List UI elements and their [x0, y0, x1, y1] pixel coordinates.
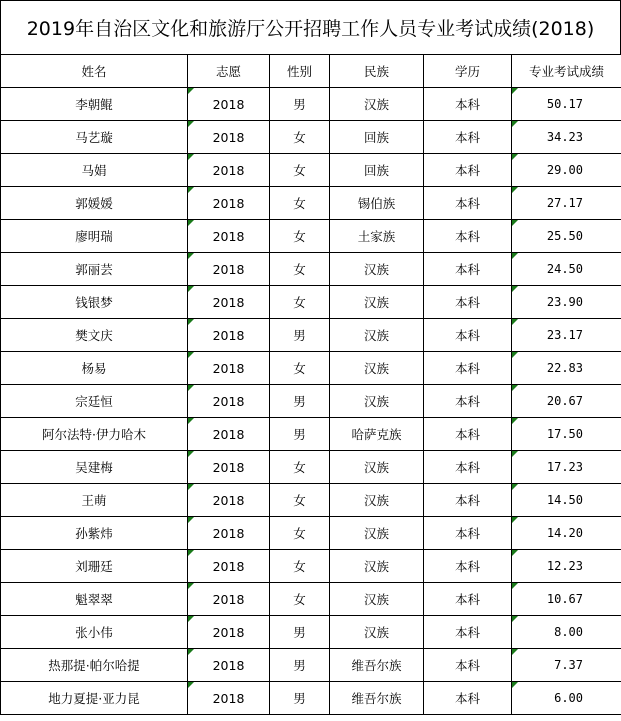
- cell-score: 29.00: [512, 154, 621, 187]
- table-row: [1, 121, 621, 154]
- cell-gender: 男: [270, 649, 330, 682]
- header-row: [1, 55, 621, 88]
- cell-name: 宗廷恒: [1, 385, 188, 418]
- cell-score: 6.00: [512, 682, 621, 715]
- cell-name: 张小伟: [1, 616, 188, 649]
- sheet-title: 2019年自治区文化和旅游厅公开招聘工作人员专业考试成绩(2018): [0, 0, 621, 54]
- cell-score: 23.90: [512, 286, 621, 319]
- cell-education: 本科: [424, 550, 512, 583]
- cell-ethnicity: 汉族: [330, 286, 424, 319]
- cell-name: 郭媛媛: [1, 187, 188, 220]
- cell-name: 吴建梅: [1, 451, 188, 484]
- cell-education: 本科: [424, 451, 512, 484]
- table-row: [1, 451, 621, 484]
- cell-volunteer: 2018: [188, 121, 270, 154]
- cell-volunteer: 2018: [188, 220, 270, 253]
- cell-ethnicity: 维吾尔族: [330, 682, 424, 715]
- header-name: 姓名: [1, 55, 188, 88]
- cell-score: 20.67: [512, 385, 621, 418]
- cell-education: 本科: [424, 286, 512, 319]
- cell-name: 杨易: [1, 352, 188, 385]
- cell-gender: 女: [270, 484, 330, 517]
- cell-score: 12.23: [512, 550, 621, 583]
- cell-ethnicity: 汉族: [330, 484, 424, 517]
- cell-education: 本科: [424, 385, 512, 418]
- cell-gender: 女: [270, 451, 330, 484]
- header-score: 专业考试成绩: [512, 55, 621, 88]
- cell-education: 本科: [424, 682, 512, 715]
- header-ethnicity: 民族: [330, 55, 424, 88]
- cell-name: 刘珊廷: [1, 550, 188, 583]
- cell-volunteer: 2018: [188, 649, 270, 682]
- cell-score: 17.50: [512, 418, 621, 451]
- cell-name: 地力夏提·亚力昆: [1, 682, 188, 715]
- cell-volunteer: 2018: [188, 451, 270, 484]
- table-row: [1, 550, 621, 583]
- cell-gender: 男: [270, 682, 330, 715]
- cell-gender: 男: [270, 616, 330, 649]
- table-row: [1, 385, 621, 418]
- cell-ethnicity: 汉族: [330, 517, 424, 550]
- cell-score: 8.00: [512, 616, 621, 649]
- table-row: [1, 220, 621, 253]
- cell-score: 10.67: [512, 583, 621, 616]
- table-row: [1, 286, 621, 319]
- table-row: [1, 88, 621, 121]
- header-gender: 性别: [270, 55, 330, 88]
- cell-education: 本科: [424, 154, 512, 187]
- cell-ethnicity: 锡伯族: [330, 187, 424, 220]
- cell-volunteer: 2018: [188, 583, 270, 616]
- cell-name: 马娟: [1, 154, 188, 187]
- cell-education: 本科: [424, 121, 512, 154]
- cell-ethnicity: 汉族: [330, 88, 424, 121]
- cell-gender: 女: [270, 583, 330, 616]
- table-row: [1, 649, 621, 682]
- table-row: [1, 517, 621, 550]
- cell-volunteer: 2018: [188, 385, 270, 418]
- cell-gender: 女: [270, 220, 330, 253]
- cell-ethnicity: 哈萨克族: [330, 418, 424, 451]
- cell-ethnicity: 汉族: [330, 385, 424, 418]
- cell-education: 本科: [424, 352, 512, 385]
- cell-education: 本科: [424, 484, 512, 517]
- cell-ethnicity: 汉族: [330, 550, 424, 583]
- cell-gender: 女: [270, 517, 330, 550]
- cell-score: 22.83: [512, 352, 621, 385]
- cell-education: 本科: [424, 616, 512, 649]
- cell-volunteer: 2018: [188, 352, 270, 385]
- cell-education: 本科: [424, 187, 512, 220]
- cell-score: 50.17: [512, 88, 621, 121]
- cell-volunteer: 2018: [188, 88, 270, 121]
- cell-gender: 女: [270, 121, 330, 154]
- cell-gender: 男: [270, 385, 330, 418]
- table-row: [1, 682, 621, 715]
- cell-name: 热那提·帕尔哈提: [1, 649, 188, 682]
- cell-name: 孙紫炜: [1, 517, 188, 550]
- header-volunteer: 志愿: [188, 55, 270, 88]
- cell-gender: 男: [270, 88, 330, 121]
- cell-name: 钱银梦: [1, 286, 188, 319]
- cell-score: 25.50: [512, 220, 621, 253]
- cell-ethnicity: 维吾尔族: [330, 649, 424, 682]
- cell-score: 14.20: [512, 517, 621, 550]
- cell-score: 7.37: [512, 649, 621, 682]
- cell-education: 本科: [424, 319, 512, 352]
- cell-education: 本科: [424, 88, 512, 121]
- table-row: [1, 418, 621, 451]
- cell-volunteer: 2018: [188, 286, 270, 319]
- cell-volunteer: 2018: [188, 682, 270, 715]
- cell-ethnicity: 汉族: [330, 616, 424, 649]
- cell-volunteer: 2018: [188, 517, 270, 550]
- cell-volunteer: 2018: [188, 484, 270, 517]
- cell-volunteer: 2018: [188, 550, 270, 583]
- cell-ethnicity: 汉族: [330, 319, 424, 352]
- cell-score: 27.17: [512, 187, 621, 220]
- cell-ethnicity: 回族: [330, 154, 424, 187]
- cell-ethnicity: 回族: [330, 121, 424, 154]
- cell-name: 马艺璇: [1, 121, 188, 154]
- cell-volunteer: 2018: [188, 253, 270, 286]
- table-row: [1, 253, 621, 286]
- cell-ethnicity: 汉族: [330, 352, 424, 385]
- cell-gender: 女: [270, 352, 330, 385]
- cell-score: 34.23: [512, 121, 621, 154]
- cell-name: 魁翠翠: [1, 583, 188, 616]
- cell-name: 阿尔法特·伊力哈木: [1, 418, 188, 451]
- cell-gender: 男: [270, 418, 330, 451]
- cell-volunteer: 2018: [188, 616, 270, 649]
- table-row: [1, 154, 621, 187]
- header-education: 学历: [424, 55, 512, 88]
- cell-ethnicity: 汉族: [330, 253, 424, 286]
- cell-gender: 女: [270, 286, 330, 319]
- table-row: [1, 484, 621, 517]
- cell-education: 本科: [424, 517, 512, 550]
- cell-name: 王萌: [1, 484, 188, 517]
- cell-score: 17.23: [512, 451, 621, 484]
- cell-education: 本科: [424, 583, 512, 616]
- cell-gender: 女: [270, 187, 330, 220]
- cell-education: 本科: [424, 649, 512, 682]
- cell-volunteer: 2018: [188, 319, 270, 352]
- table-row: [1, 319, 621, 352]
- cell-education: 本科: [424, 220, 512, 253]
- table-row: [1, 616, 621, 649]
- cell-volunteer: 2018: [188, 154, 270, 187]
- cell-gender: 女: [270, 550, 330, 583]
- table-row: [1, 187, 621, 220]
- score-table: [0, 54, 621, 715]
- cell-ethnicity: 汉族: [330, 451, 424, 484]
- cell-education: 本科: [424, 253, 512, 286]
- cell-score: 24.50: [512, 253, 621, 286]
- cell-ethnicity: 土家族: [330, 220, 424, 253]
- cell-gender: 男: [270, 319, 330, 352]
- cell-volunteer: 2018: [188, 187, 270, 220]
- cell-score: 23.17: [512, 319, 621, 352]
- cell-score: 14.50: [512, 484, 621, 517]
- cell-volunteer: 2018: [188, 418, 270, 451]
- table-row: [1, 583, 621, 616]
- cell-name: 樊文庆: [1, 319, 188, 352]
- table-row: [1, 352, 621, 385]
- cell-gender: 女: [270, 154, 330, 187]
- cell-name: 郭丽芸: [1, 253, 188, 286]
- cell-name: 李朝鲲: [1, 88, 188, 121]
- cell-gender: 女: [270, 253, 330, 286]
- cell-education: 本科: [424, 418, 512, 451]
- cell-name: 廖明瑞: [1, 220, 188, 253]
- cell-ethnicity: 汉族: [330, 583, 424, 616]
